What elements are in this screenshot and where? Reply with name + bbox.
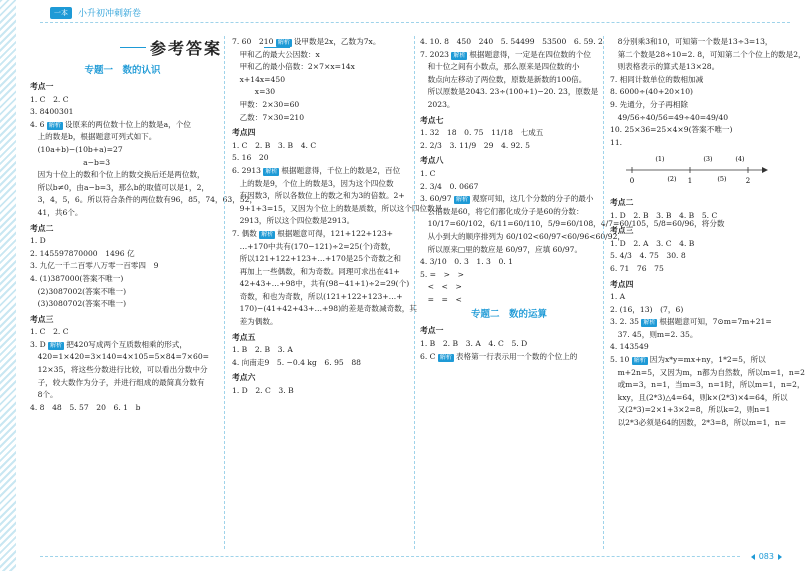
answer-line: 5. 4/3 4. 75 30. 8	[610, 251, 686, 261]
answer-line: x=30	[232, 87, 276, 97]
answer-line: 3. 九亿一千二百零八万零一百零四 9	[30, 261, 159, 271]
answer-line: 1. D 2. A 3. C 4. B	[610, 238, 695, 248]
explanation-text: 设原来的两位数十位上的数是a，个位	[64, 119, 191, 129]
explanation-text: 把420写成两个互质数相乘的形式，	[66, 339, 187, 349]
answer-text: 3. D	[30, 339, 49, 349]
answer-line: a−b=3	[30, 157, 111, 167]
answer-line	[232, 228, 412, 241]
answer-text: 7. 2023	[420, 49, 452, 59]
explanation-tag: 解析	[50, 341, 63, 349]
answer-line: 37. 45，则m=2. 35。	[610, 329, 698, 339]
explanation-tag: 解析	[261, 230, 274, 238]
section-heading: 考点八	[420, 156, 444, 166]
series-title: 小升初冲刺新卷	[78, 9, 142, 19]
answer-line: 甲数：2×30=60	[232, 99, 300, 109]
answer-line: 1. C 2. C	[30, 94, 69, 104]
answer-text: 6. 2913	[232, 165, 264, 175]
section-heading: 考点一	[30, 82, 54, 91]
answer-line: 因为十位上的数和个位上的数交换后还是两位数，	[30, 170, 205, 180]
answer-line: 4. 3/10 0. 3 1. 3 0. 1	[420, 257, 513, 267]
section-heading: 考点二	[610, 197, 634, 207]
answer-text: 5. 10	[610, 355, 632, 365]
answer-line	[232, 165, 412, 178]
page-number: 083	[758, 552, 774, 561]
answer-line: 42+43+…+98中，共有(98−41+1)÷2=29(个)	[232, 279, 410, 289]
answer-line: 9+1+3=15，又因为个位上的数是质数，所以这个四位数是	[232, 203, 443, 213]
answer-line: 2913，所以这个四位数是2913。	[232, 216, 355, 226]
answer-line: 3，4，5，6。所以符合条件的两位数有96，85，74，63，52，	[30, 195, 258, 205]
answer-line: 1. D	[30, 236, 46, 246]
answer-line: 甲和乙的最小倍数：2×7×x=14x	[232, 62, 355, 72]
number-line-figure	[622, 151, 772, 189]
section-heading: 考点三	[30, 314, 54, 324]
answer-line: 2. 145597870000 1496 亿	[30, 248, 135, 258]
answer-line: 49/56÷40/56=49÷40=49/40	[610, 112, 729, 122]
left-stripe-decoration	[0, 0, 16, 571]
answer-line: 4. (1)387000(答案不唯一)	[30, 273, 124, 283]
answer-line: 奇数，和也为奇数，所以(121+122+123+…+	[232, 291, 403, 301]
answer-text: 3. 2. 35	[610, 317, 642, 327]
answer-line: 1. 32 18 0. 75 11/18 七成五	[420, 128, 544, 138]
prev-page-icon[interactable]	[751, 554, 755, 560]
answer-line: 再加上一些偶数，和为奇数。同理可求出在41+	[232, 266, 400, 276]
answer-line: 有因数3，所以各数位上的数之和为3的倍数。2+	[232, 191, 405, 201]
answer-text: 7. 60 210	[232, 37, 276, 46]
answer-line	[30, 119, 215, 132]
answer-line: 所以121+122+123+…+170是25个奇数之和	[232, 254, 402, 264]
answer-line: 上的数是b，根据题意可列式如下。	[30, 132, 157, 142]
answer-line: 1. B 2. B 3. A	[232, 345, 293, 355]
brand-badge: 一本	[50, 7, 72, 19]
answer-line: 1. D 2. C 3. B	[232, 386, 294, 396]
answer-line: x+14x=450	[232, 74, 286, 84]
answer-line: m+2n=5，又因为m，n都为自然数，所以m=1，n=2	[610, 367, 805, 377]
answer-text: 6. C	[420, 351, 438, 361]
explanation-text: 观察可知，这几个分数的分子的最小	[471, 194, 594, 204]
explanation-text: 根据题意可得，121+122+123+	[277, 228, 394, 238]
answer-line: 以2*3必须是64的因数，2*3=8，所以m=1，n=	[610, 418, 787, 428]
answer-line: 2023。	[420, 99, 455, 109]
number-line-bottom-label: (5)	[717, 175, 727, 184]
section-heading: 考点二	[30, 223, 54, 233]
column-divider	[224, 36, 225, 549]
section-heading: 考点三	[610, 226, 634, 236]
explanation-tag: 解析	[48, 121, 61, 129]
answer-line: 1. D 2. B 3. B 4. B 5. C	[610, 210, 718, 220]
section-heading: 考点六	[232, 373, 256, 383]
answer-line: 所以原来□里的数应是 60/97，应填 60/97。	[420, 244, 583, 254]
explanation-tag: 解析	[643, 319, 656, 327]
answer-line: 2. 3/4 0. 0667	[420, 181, 479, 191]
answer-line: (2)3087002(答案不唯一)	[30, 286, 127, 296]
answer-line: (3)3080702(答案不唯一)	[30, 299, 127, 309]
answer-line: 5. 16 20	[232, 153, 269, 163]
page-pager	[751, 552, 782, 561]
answer-line: 差为偶数。	[232, 317, 278, 327]
explanation-text: 根据题意可知，7⊙m=7m+21=	[659, 317, 772, 327]
answer-line: 1. C 2. B 3. B 4. C	[232, 140, 317, 150]
answer-line: 或m=3，n=1，当m=3，n=1时，所以m=1，n=2，	[610, 380, 805, 390]
answer-text: 3. 60/97	[420, 194, 454, 204]
answer-line: 4. 向南走9 5. −0.4 kg 6. 95 88	[232, 357, 362, 367]
answer-line: 11.	[610, 137, 623, 147]
answer-line: 6. 71 76 75	[610, 263, 664, 273]
answer-line: (10a+b)−(10b+a)=27	[30, 144, 123, 154]
answer-line: 4. 8 48 5. 57 20 6. 1 b	[30, 402, 141, 412]
answer-line: 所以原数是2043. 23÷(100+1)−20. 23，原数是	[420, 87, 599, 97]
answer-line: 41，共6个。	[30, 207, 83, 217]
column-divider	[603, 36, 604, 549]
answer-line: 乙数：7×30=210	[232, 112, 305, 122]
answer-line: 2. 2/3 3. 11/9 29 4. 92. 5	[420, 140, 531, 150]
answer-text: 4. 6	[30, 119, 47, 129]
section-heading: 考点四	[232, 128, 256, 138]
answer-column-4	[610, 36, 806, 430]
answer-line: 甲和乙的最大公因数：x	[232, 49, 320, 59]
answer-line: 4. 10. 8 450 240 5. 54499 53500 6. 59. 2	[420, 37, 603, 46]
number-line-tick-label: 1	[687, 177, 693, 186]
number-line-top-label: (4)	[735, 155, 745, 164]
answer-line: 10/17=60/102，6/11=60/110，5/9=60/108，4/7=60/105，5/8=60/96，将分数	[420, 219, 725, 229]
answer-line: 上的数是9，个位上的数是3，因为这个四位数	[232, 178, 394, 188]
section-heading: 考点五	[232, 332, 256, 342]
section-heading: 考点七	[420, 115, 444, 125]
answer-text: 7. 偶数	[232, 228, 260, 238]
number-line-bottom-label: (2)	[667, 175, 677, 184]
explanation-tag: 解析	[265, 167, 278, 175]
answer-line	[30, 339, 215, 352]
answer-line	[610, 354, 790, 367]
number-line-top-label: (1)	[655, 155, 665, 164]
answer-line: 数点向左移动了两位数，原数是新数的100倍。	[420, 74, 587, 84]
explanation-text: 表格第一行表示用一个数的个位上的	[455, 351, 578, 361]
section-heading: 考点四	[610, 279, 634, 289]
answer-line: 420=1×420=3×140=4×105=5×84=7×60=	[30, 352, 210, 362]
answer-line: 和十位之间有小数点，那么原来是四位数的小	[420, 62, 580, 72]
page-title: 参考答案	[150, 39, 223, 58]
answer-line: < < >	[420, 282, 462, 292]
answer-line: 4. 143549	[610, 342, 649, 352]
section-heading: 考点一	[420, 326, 444, 336]
answer-line	[232, 36, 412, 49]
explanation-text: 因为x*y=mx+ny，1*2=5，所以	[649, 355, 766, 365]
answer-line: 8. 6000÷(40+20×10)	[610, 87, 693, 97]
header-divider	[40, 22, 790, 23]
answer-line: 第二个数是28÷10=2. 8，可知第二个个位上的数是2，	[610, 49, 806, 59]
answer-line	[420, 351, 598, 364]
answer-line: 8分别乘3和10，可知第一个数是13÷3=13，	[610, 37, 773, 46]
next-page-icon[interactable]	[778, 554, 782, 560]
explanation-text: 根据题意得，千位上的数是2，百位	[281, 165, 401, 175]
answer-line: 3. 8400301	[30, 107, 74, 117]
answer-line: 12×35，将这些分数进行比较，可以看出分数中分	[30, 365, 208, 375]
topic-heading: 专题一 数的认识	[84, 65, 161, 76]
number-line-top-label: (3)	[703, 155, 713, 164]
number-line-arrow-icon	[762, 167, 768, 173]
explanation-tag: 解析	[453, 51, 466, 59]
answer-line: 从小到大的顺序排列为 60/102<60/97<60/96<60/92，	[420, 231, 625, 241]
answer-line: 所以b≠0，由a−b=3，那么b的取值可以是1，2，	[30, 182, 210, 192]
answer-line: 170)−(41+42+43+…+98)的差是奇数减奇数，其	[232, 304, 417, 314]
answer-line: 10. 25×36=25×4×9(答案不唯一)	[610, 125, 733, 135]
explanation-tag: 解析	[633, 357, 646, 365]
answer-line: 1. C 2. C	[30, 327, 69, 337]
explanation-text: 根据题意得，一定是在四位数的个位	[469, 49, 591, 59]
answer-line	[420, 49, 598, 62]
number-line-tick-label: 2	[745, 177, 751, 186]
answer-line: 子，较大数作为分子，并进行组成的最简真分数有	[30, 377, 205, 387]
answer-line: 8个。	[30, 390, 58, 400]
explanation-tag: 解析	[439, 353, 452, 361]
topic-heading: 专题二 数的运算	[470, 309, 547, 321]
answer-line	[610, 316, 790, 329]
answer-line: 1. A	[610, 292, 626, 302]
answer-line: kxy，且(2*3)△4=64，则k×(2*3)×4=64，所以	[610, 392, 788, 402]
answer-line: = = <	[420, 294, 462, 304]
answer-line: 5. = > >	[420, 269, 464, 279]
explanation-tag: 解析	[455, 196, 468, 204]
answer-line: 1. B 2. B 3. A 4. C 5. D	[420, 339, 528, 349]
header-brand	[50, 6, 141, 19]
number-line-tick-label: 0	[629, 177, 635, 186]
explanation-tag: 解析	[277, 39, 290, 46]
answer-line: 2. (16，13) (7，6)	[610, 304, 684, 314]
answer-line: 则表格表示的算式是13×28。	[610, 62, 720, 72]
answer-line: 7. 相同计数单位的数相加减	[610, 74, 704, 84]
answer-line: 公倍数是60，将它们都化成分子是60的分数：	[420, 206, 584, 216]
answer-line: 又(2*3)=2×1+3×2=8，所以k=2，则n=1	[610, 405, 771, 415]
answer-line: 1. C	[420, 168, 436, 178]
column-divider	[414, 36, 415, 549]
answer-line: 9. 先通分，分子再相除	[610, 99, 689, 109]
explanation-text: 设甲数是2x，乙数为7x。	[293, 37, 381, 46]
answer-line	[420, 193, 598, 206]
answer-line: …+170中共有(170−121)÷2=25(个)奇数，	[232, 241, 396, 251]
footer-divider	[40, 556, 740, 557]
